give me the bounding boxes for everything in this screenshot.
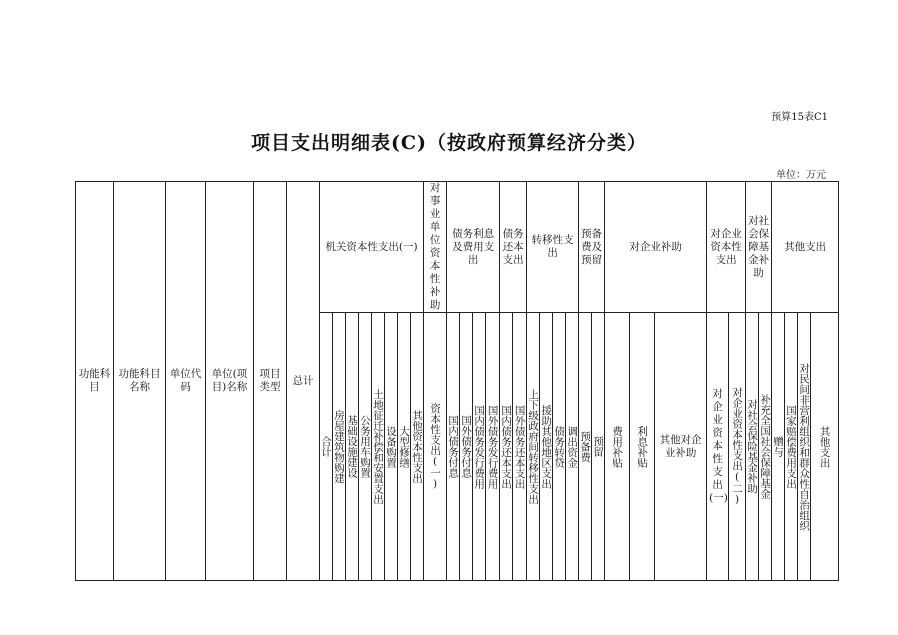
sub-fund-transfer: 调出资金 [566, 313, 579, 581]
sub-debt-transfer: 债务转贷 [553, 313, 566, 581]
sub-other-expenditure: 其他支出 [811, 313, 839, 581]
col-unit-code: 单位代码 [166, 182, 206, 581]
sub-vehicle: 公务用车购置 [359, 313, 372, 581]
sub-other-enterprise-subsidy: 其他对企业补助 [655, 313, 707, 581]
sub-dom-debt-interest: 国内债务付息 [447, 313, 460, 581]
col-func-name: 功能科目名称 [114, 182, 166, 581]
sub-admin-total: 合计 [320, 313, 333, 581]
sub-aid-regions: 援助其他地区支出 [540, 313, 553, 581]
group-reserve: 预备费及预留 [579, 182, 605, 313]
sub-housing: 房屋建筑物购建 [333, 313, 346, 581]
sub-enterprise-capital-one: 对企业资本性支出(一) [707, 313, 729, 581]
group-transfer: 转移性支出 [527, 182, 579, 313]
sub-reserve-hold: 预留 [592, 313, 605, 581]
group-institution-capital: 对事业单位资本性补助 [424, 182, 447, 313]
group-other: 其他支出 [772, 182, 839, 313]
expenditure-table [75, 181, 839, 581]
group-admin-capital: 机关资本性支出(一) [320, 182, 424, 313]
sub-for-debt-fee: 国外债务发行费用 [486, 313, 500, 581]
group-enterprise-subsidy: 对企业补助 [605, 182, 707, 313]
sub-for-debt-interest: 国外债务付息 [460, 313, 473, 581]
col-unit-name: 单位(项目)名称 [206, 182, 254, 581]
col-total: 总计 [287, 182, 320, 581]
col-func-code: 功能科目 [76, 182, 114, 581]
group-debt-principal: 债务还本支出 [500, 182, 527, 313]
sub-land: 土地征迁补偿和安置支出 [372, 313, 385, 581]
form-code: 预算15表C1 [771, 112, 828, 123]
sub-repair: 大型修缮 [398, 313, 411, 581]
sub-state-compensation: 国家赔偿费用支出 [785, 313, 798, 581]
sub-interest-subsidy: 利息补贴 [630, 313, 655, 581]
sub-fee-subsidy: 费用补贴 [605, 313, 630, 581]
group-social-security: 对社会保障基金补助 [746, 182, 772, 313]
sub-other-capital: 其他资本性支出 [411, 313, 424, 581]
sub-dom-debt-principal: 国内债务还本支出 [500, 313, 513, 581]
group-debt-interest: 债务利息及费用支出 [447, 182, 500, 313]
sub-for-debt-principal: 国外债务还本支出 [513, 313, 527, 581]
sub-gift: 赠与 [772, 313, 785, 581]
sub-infrastructure: 基础设施建设 [346, 313, 359, 581]
sub-social-insurance: 对社会保险基金补助 [746, 313, 759, 581]
sub-dom-debt-fee: 国内债务发行费用 [473, 313, 486, 581]
sub-npo-support: 对民间非营利组织和群众性自治组织 [798, 313, 811, 581]
sub-national-ss-fund: 补充全国社会保障基金 [759, 313, 772, 581]
col-project-type: 项目类型 [254, 182, 287, 581]
sub-reserve-fee: 预备费 [579, 313, 592, 581]
group-enterprise-capital: 对企业资本性支出 [707, 182, 746, 313]
sub-inter-gov-transfer: 上下级政府间转移性支出 [527, 313, 540, 581]
sub-enterprise-capital-two: 对企业资本性支出(二) [729, 313, 746, 581]
sub-equipment: 设备购置 [385, 313, 398, 581]
page-title: 项目支出明细表(C)（按政府预算经济分类） [250, 132, 648, 154]
unit-label: 单位：万元 [776, 170, 826, 181]
sub-capital-one: 资本性支出(一) [424, 313, 447, 581]
